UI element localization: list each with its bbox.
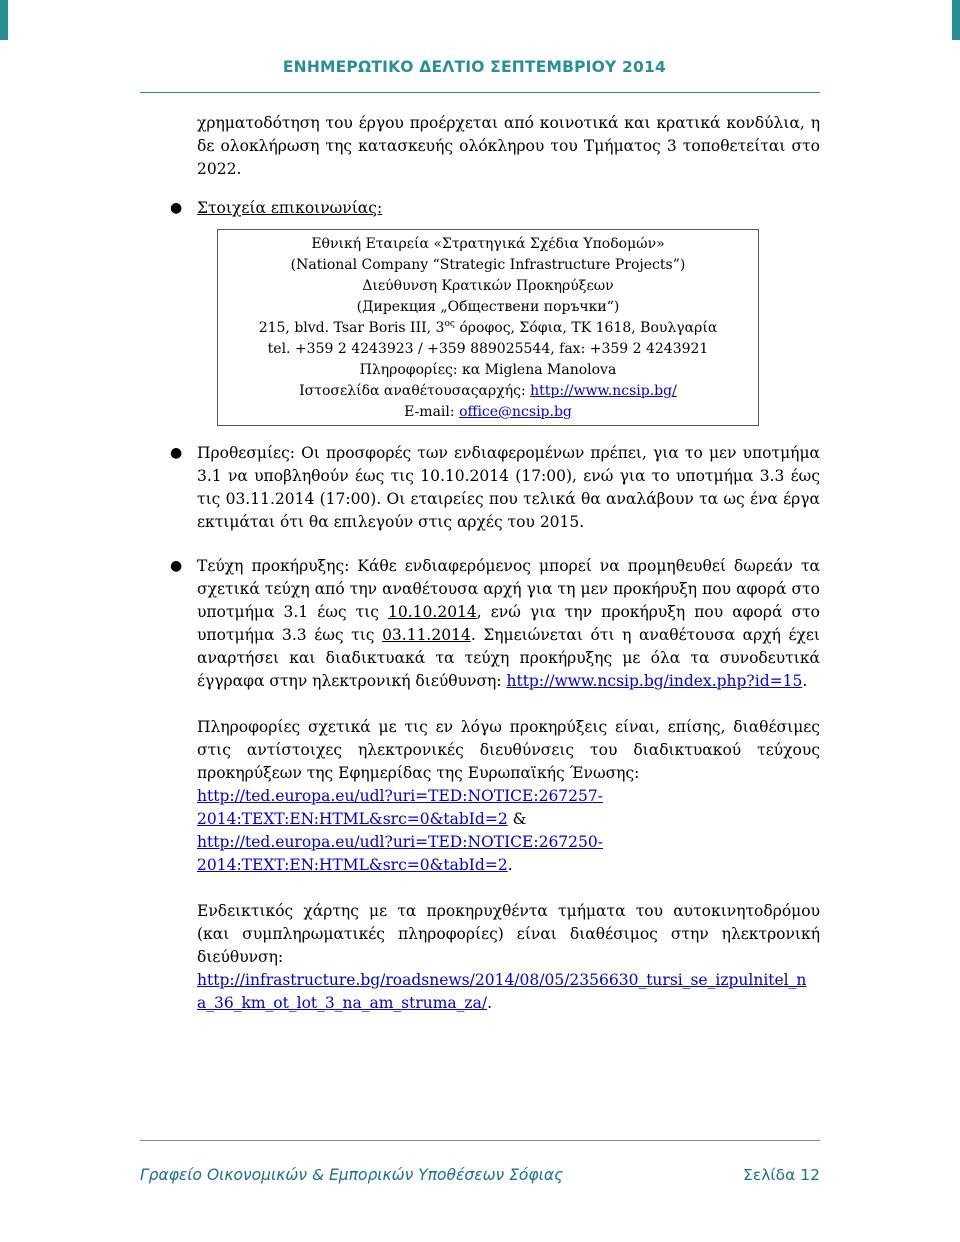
contact-line-3: Διεύθυνση Κρατικών Προκηρύξεων	[362, 278, 614, 294]
corner-mark-left	[0, 0, 8, 40]
map-link-a[interactable]: http://infrastructure.bg/roadsnews/2014/08/05/2356630_tursi_se_izpulnitel_n	[197, 971, 807, 989]
ted-info-text: Πληροφορίες σχετικά με τις εν λόγω προκηρύξεις είναι, επίσης, διαθέσιμες στις αντίστοιχες ηλεκτρονικές διευθύνσεις του διαδικτυακού τεύχους προκηρύξεων της Εφημερίδας της Ευρωπαϊκής Ένωσης:	[197, 718, 820, 782]
tender-docs-list-item	[140, 555, 820, 693]
ted-link-1b[interactable]: 2014:TEXT:EN:HTML&src=0&tabId=2	[197, 810, 508, 828]
ted-link-1a[interactable]: http://ted.europa.eu/udl?uri=TED:NOTICE:267257-	[197, 787, 603, 805]
contact-list-item	[140, 197, 820, 220]
ted-end: .	[507, 856, 513, 874]
contact-line-4: (Дирекция „Обществени поръчки“)	[356, 299, 620, 315]
tender-docs-end: .	[802, 672, 808, 690]
footer-office: Γραφείο Οικονομικών & Εμπορικών Υποθέσεων Σόφιας	[140, 1166, 564, 1184]
header-title: ΕΝΗΜΕΡΩΤΙΚΟ ΔΕΛΤΙΟ ΣΕΠΤΕΜΒΡΙΟΥ 2014	[282, 58, 666, 76]
contact-line-2: (National Company “Strategic Infrastructure Projects”)	[290, 257, 686, 273]
map-end: .	[487, 994, 492, 1012]
deadlines-list-item	[140, 442, 820, 534]
contact-heading: Στοιχεία επικοινωνίας:	[197, 199, 383, 217]
contact-line-1: Εθνική Εταιρεία «Στρατηγικά Σχέδια Υποδομών»	[311, 236, 665, 252]
contact-address	[218, 318, 758, 339]
page-body	[140, 112, 820, 1015]
tender-docs-link[interactable]: http://www.ncsip.bg/index.php?id=15	[506, 672, 803, 690]
contact-email	[218, 402, 758, 423]
bullet-icon: ●	[170, 200, 183, 216]
ted-joiner: &	[507, 810, 527, 828]
email-label: E-mail:	[404, 404, 460, 420]
map-info-paragraph	[140, 900, 820, 1015]
ted-info-paragraph	[140, 716, 820, 877]
bullet-icon: ●	[170, 445, 183, 461]
corner-mark-right	[952, 0, 960, 40]
tender-docs-text-1: Τεύχη προκήρυξης: Κάθε ενδιαφερόμενος μπορεί να προμηθευθεί δωρεάν τα σχετικά τεύχη από την αναθέτουσα αρχή για τη μεν προκήρυξη που αφορά στο υποτμήμα 3.1 έως τις	[197, 557, 820, 621]
intro-continuation: χρηματοδότηση του έργου προέρχεται από κοινοτικά και κρατικά κονδύλια, η δε ολοκλήρωση της κατασκευής ολόκληρου του Τμήματος 3 τοποθετείται στο 2022.	[197, 114, 820, 178]
tender-docs-text-2: , ενώ για την προκήρυξη που αφορά στο υποτμήμα 3.3 έως τις	[197, 603, 820, 644]
ted-link-2b[interactable]: 2014:TEXT:EN:HTML&src=0&tabId=2	[197, 856, 508, 874]
contact-website	[218, 381, 758, 402]
map-info-text: Ενδεικτικός χάρτης με τα προκηρυχθέντα τμήματα του αυτοκινητοδρόμου (και συμπληρωματικές πληροφορίες) είναι διαθέσιμος στην ηλεκτρονική διεύθυνση:	[197, 902, 820, 966]
footer-page-number: Σελίδα 12	[743, 1166, 820, 1184]
website-link[interactable]: http://www.ncsip.bg/	[530, 383, 677, 399]
footer-divider	[140, 1140, 820, 1141]
contact-info: Πληροφορίες: κα Miglena Manolova	[359, 362, 617, 378]
address-superscript: ος	[444, 319, 455, 329]
address-part-2: όροφος, Σόφια, ΤΚ 1618, Βουλγαρία	[454, 320, 718, 336]
tender-date-1: 10.10.2014	[388, 603, 477, 621]
header-divider	[140, 92, 820, 93]
website-label: Ιστοσελίδα αναθέτουσαςαρχής:	[299, 383, 531, 399]
contact-phones: tel. +359 2 4243923 / +359 889025544, fax: +359 2 4243921	[267, 341, 709, 357]
deadlines-text: Προθεσμίες: Οι προσφορές των ενδιαφερομένων πρέπει, για το μεν υποτμήμα 3.1 να υποβληθούν έως τις 10.10.2014 (17:00), ενώ για το υποτμήμα 3.3 έως τις 03.11.2014 (17:00). Οι εταιρείες που τελικά θα αναλάβουν τα ως ένα έργα εκτιμάται ότι θα επιλεγούν στις αρχές του 2015.	[197, 444, 820, 531]
ted-link-2a[interactable]: http://ted.europa.eu/udl?uri=TED:NOTICE:267250-	[197, 833, 603, 851]
address-part-1: 215, blvd. Tsar Boris III, 3	[258, 320, 445, 336]
tender-date-2: 03.11.2014	[382, 626, 471, 644]
bullet-icon: ●	[170, 558, 183, 574]
tender-docs-text-3: . Σημειώνεται ότι η αναθέτουσα αρχή έχει αναρτήσει και διαδικτυακά τα τεύχη προκήρυξης με όλα τα συνοδευτικά έγγραφα στην ηλεκτρονική διεύθυνση:	[197, 626, 820, 690]
email-link[interactable]: office@ncsip.bg	[459, 404, 572, 420]
map-link-b[interactable]: a_36_km_ot_lot_3_na_am_struma_za/	[197, 994, 488, 1012]
contact-box	[217, 229, 759, 426]
